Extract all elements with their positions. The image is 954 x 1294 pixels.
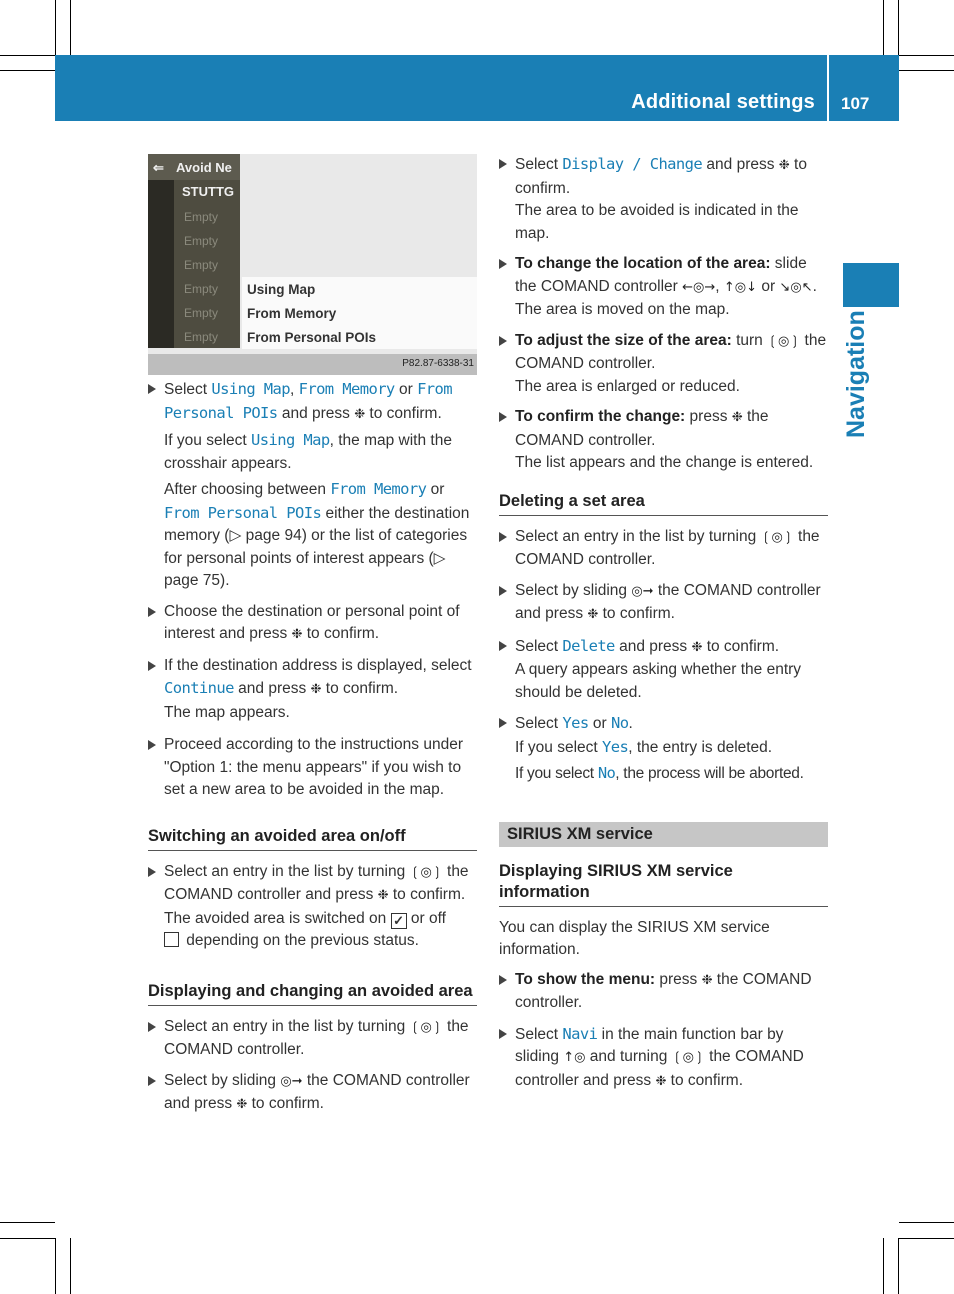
step-result: The area to be avoided is indicated in the map. <box>515 202 799 242</box>
bullet-icon <box>499 975 507 985</box>
screenshot-item: STUTTG <box>182 184 234 199</box>
side-tab-label: Navigation <box>842 310 870 438</box>
screenshot-empty-item: Empty <box>184 306 219 320</box>
section-heading: Deleting a set area <box>499 491 828 516</box>
step-text: Select by sliding ◎➞ the COMAND controller and press ❉ to confirm. <box>515 580 828 627</box>
press-icon: ❉ <box>377 888 389 903</box>
section-title: Additional settings <box>631 91 815 113</box>
section-heading: Displaying and changing an avoided area <box>148 981 477 1006</box>
side-tab-marker <box>843 263 899 307</box>
crop-mark <box>899 70 954 71</box>
turn-icon: ❲◎❳ <box>409 864 443 880</box>
crop-mark <box>0 1222 55 1223</box>
screenshot-empty-item: Empty <box>184 282 219 296</box>
crop-mark <box>899 55 954 56</box>
screenshot-empty-item: Empty <box>184 210 219 224</box>
bullet-icon <box>148 867 156 877</box>
step <box>499 969 828 1015</box>
crop-mark <box>899 1222 954 1223</box>
step-text: Select an entry in the list by turning ❲◎❳ the COMAND controller. <box>515 527 820 568</box>
screenshot-empty-item: Empty <box>184 234 219 248</box>
screenshot-menu <box>242 277 477 349</box>
step-result: If you select Using Map, the map with the crosshair appears. <box>164 431 452 472</box>
turn-icon: ❲◎❳ <box>767 333 801 349</box>
slide-up-icon: ↑◎ <box>563 1050 586 1065</box>
step-text: Select Display / Change and press ❉ to confirm. <box>515 155 807 197</box>
step <box>148 655 477 725</box>
step <box>499 330 828 399</box>
crop-mark <box>0 1238 55 1239</box>
press-icon: ❉ <box>691 639 703 655</box>
step-result: The area is moved on the map. <box>515 301 730 318</box>
crop-mark <box>898 1238 899 1294</box>
screenshot-back-icon: ⇐ <box>153 160 164 175</box>
crop-mark <box>0 70 55 71</box>
step-text: Select an entry in the list by turning ❲◎❳ the COMAND controller and press ❉ to confirm. <box>164 861 477 908</box>
screenshot-title: Avoid Ne <box>176 160 232 175</box>
step-result: A query appears asking whether the entry should be deleted. <box>515 661 802 701</box>
intro-text: You can display the SIRIUS XM service information. <box>499 918 770 958</box>
step <box>148 1070 477 1117</box>
step <box>499 580 828 627</box>
step-result: The list appears and the change is entered. <box>515 454 814 471</box>
step <box>499 153 828 245</box>
crop-mark <box>70 0 71 55</box>
press-icon: ❉ <box>778 158 790 173</box>
step <box>499 406 828 475</box>
turn-icon: ❲◎❳ <box>671 1050 705 1065</box>
checkbox-empty-icon <box>164 932 179 947</box>
step-result: If you select No, the process will be aborted. <box>515 764 804 782</box>
step-result: The area is enlarged or reduced. <box>515 377 740 395</box>
bullet-icon <box>499 586 507 596</box>
step <box>148 734 477 802</box>
screenshot-caption: P82.87-6338-31 <box>402 358 474 369</box>
press-icon: ❉ <box>655 1073 667 1089</box>
slide-left-right-icon: ←◎→ <box>682 279 716 295</box>
screenshot-empty-item: Empty <box>184 258 219 272</box>
page-number: 107 <box>841 94 870 113</box>
step-text: If the destination address is displayed, select Continue and press ❉ to confirm. <box>164 655 477 702</box>
right-column <box>499 153 828 1101</box>
step-text: Select by sliding ◎➞ the COMAND controller and press ❉ to confirm. <box>164 1070 477 1117</box>
left-column <box>148 378 477 1125</box>
slide-right-icon: ◎➞ <box>280 1073 303 1089</box>
bullet-icon <box>499 641 507 651</box>
crop-mark <box>899 1238 954 1239</box>
step-result: The map appears. <box>164 703 290 721</box>
bullet-icon <box>499 532 507 542</box>
step-text: Select Using Map, From Memory or From Personal POIs and press ❉ to confirm. <box>164 378 477 426</box>
step-result: If you select Yes, the entry is deleted. <box>515 737 773 756</box>
slide-right-icon: ◎➞ <box>631 583 654 599</box>
crop-mark <box>55 1238 56 1294</box>
step-text: Proceed according to the instructions under "Option 1: the menu appears" if you wish to set a new area to be avoided in the map. <box>164 736 463 798</box>
bullet-icon <box>499 259 507 269</box>
step <box>499 712 828 786</box>
press-icon: ❉ <box>236 1097 248 1112</box>
step-text: Select Delete and press ❉ to confirm. <box>515 635 828 660</box>
bullet-icon <box>499 159 507 169</box>
bullet-icon <box>148 1076 156 1086</box>
bullet-icon <box>148 384 156 394</box>
step-text: To confirm the change: press ❉ the COMAND controller. <box>515 408 769 449</box>
crop-mark <box>883 1238 884 1294</box>
screenshot-empty-item: Empty <box>184 330 219 344</box>
bullet-icon <box>499 336 507 346</box>
bullet-icon <box>148 1022 156 1032</box>
step <box>499 1023 828 1094</box>
step <box>148 861 477 953</box>
step-text: Select an entry in the list by turning ❲◎❳ the COMAND controller. <box>164 1017 469 1058</box>
crop-mark <box>883 0 884 55</box>
bullet-icon <box>499 718 507 728</box>
bullet-icon <box>499 412 507 422</box>
turn-icon: ❲◎❳ <box>760 529 794 545</box>
step-text: Select Yes or No. <box>515 714 633 732</box>
bullet-icon <box>148 661 156 671</box>
step-note: After choosing between From Memory or From Personal POIs either the destination memory (▷ page 94) or the list of categories for personal points of interest appears (▷ page 75). <box>164 480 470 589</box>
step <box>148 1016 477 1062</box>
checkbox-checked-icon: ✓ <box>391 913 407 929</box>
press-icon: ❉ <box>291 627 303 642</box>
header-separator <box>827 55 829 121</box>
turn-icon: ❲◎❳ <box>409 1019 443 1035</box>
crop-mark <box>55 0 56 55</box>
side-tab <box>838 312 878 442</box>
page-header <box>55 55 899 121</box>
slide-diagonal-icon: ↘◎↖ <box>779 279 813 295</box>
step-result: The avoided area is switched on ✓ or off depending on the previous status. <box>164 909 446 949</box>
section-heading: Switching an avoided area on/off <box>148 826 477 851</box>
screenshot-menu-item: From Personal POIs <box>247 330 377 345</box>
section-heading: Displaying SIRIUS XM service information <box>499 861 828 907</box>
bullet-icon <box>499 1029 507 1039</box>
step-text: Select Navi in the main function bar by sliding ↑◎ and turning ❲◎❳ the COMAND controller and press ❉ to confirm. <box>515 1023 828 1094</box>
slide-up-down-icon: ↑◎↓ <box>723 279 758 295</box>
step-text: To adjust the size of the area: turn ❲◎❳ the COMAND controller. <box>515 331 827 372</box>
screenshot-menu-item: Using Map <box>247 282 316 297</box>
step-text: To show the menu: press ❉ the COMAND controller. <box>515 970 812 1011</box>
step-text: To change the location of the area: slide the COMAND controller ←◎→, ↑◎↓ or ↘◎↖. <box>515 253 828 299</box>
crop-mark <box>70 1238 71 1294</box>
screenshot-dark-panel <box>148 154 174 348</box>
section-banner: SIRIUS XM service <box>499 822 828 847</box>
press-icon: ❉ <box>354 406 366 422</box>
bullet-icon <box>148 607 156 617</box>
device-screenshot <box>148 154 477 375</box>
screenshot-menu-item: From Memory <box>247 306 337 321</box>
press-icon: ❉ <box>587 607 599 622</box>
bullet-icon <box>148 740 156 750</box>
press-icon: ❉ <box>731 410 743 425</box>
crop-mark <box>898 0 899 55</box>
crop-mark <box>0 55 55 56</box>
step <box>499 635 828 705</box>
step-text: Choose the destination or personal point of interest and press ❉ to confirm. <box>164 601 477 647</box>
step <box>148 601 477 647</box>
press-icon: ❉ <box>310 682 322 697</box>
step <box>499 526 828 572</box>
step <box>148 378 477 593</box>
press-icon: ❉ <box>701 972 713 988</box>
step <box>499 253 828 322</box>
